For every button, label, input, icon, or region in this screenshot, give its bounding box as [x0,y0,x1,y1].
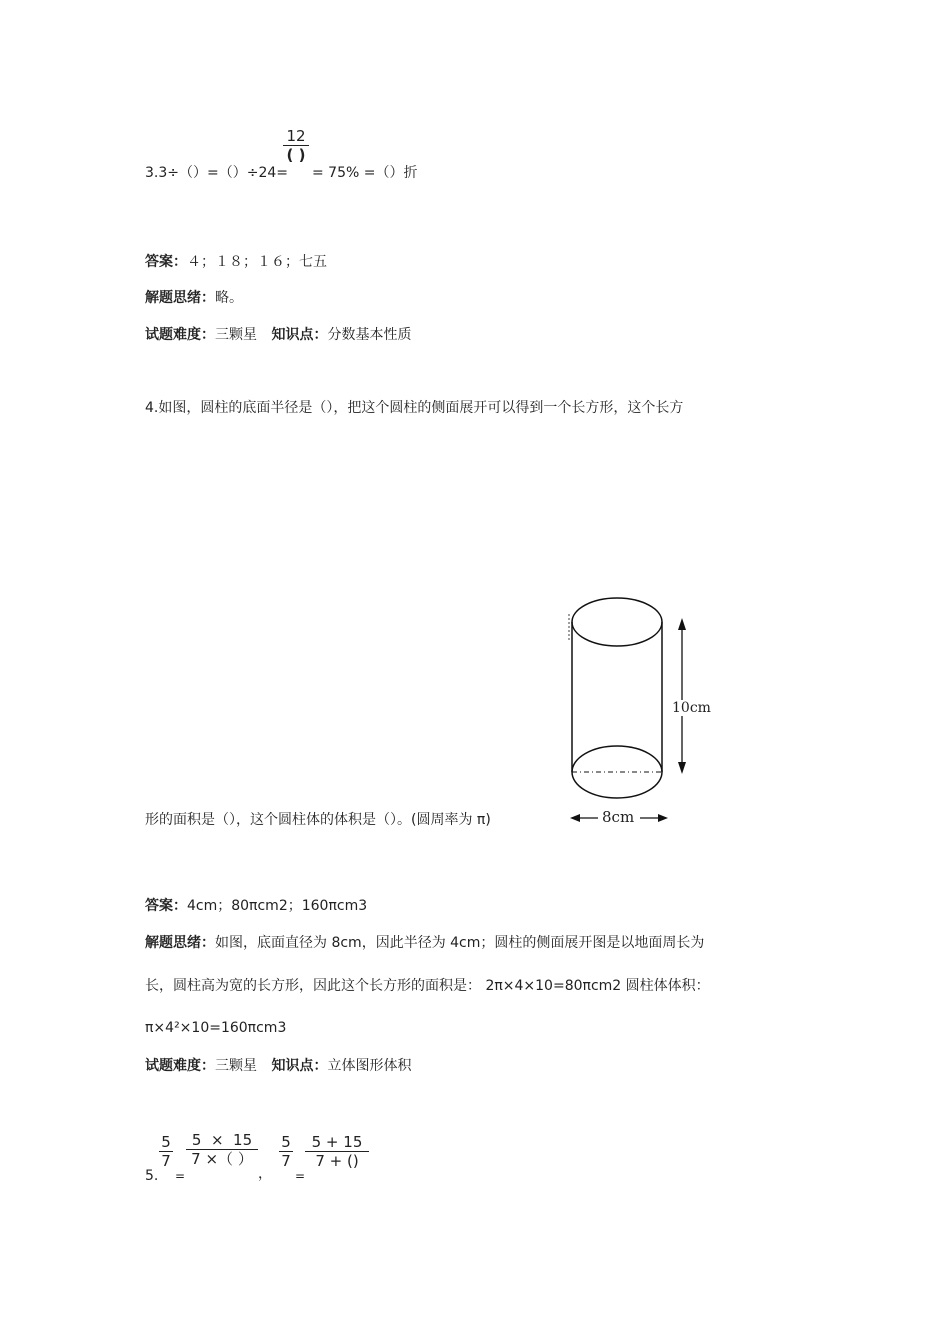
answer-label: 答案： [145,254,187,270]
q3-fraction-denominator: ( ) [286,146,306,164]
q3-analysis [145,288,243,308]
q5-separator: ， [258,1166,272,1182]
q3-suffix: = 75% =（）折 [312,165,418,181]
q3-fraction-numerator: 12 [286,127,306,145]
q5-fraction-1 [159,1133,173,1170]
diameter-label: 8cm [602,808,635,826]
q3-prefix: 3.3÷（）=（）÷24= [145,165,289,181]
knowledge-value: 分数基本性质 [327,327,412,343]
q5-equals-1: = [175,1169,186,1183]
q4-analysis-line1 [145,933,704,953]
q3-fraction [283,127,309,164]
diameter-arrow-left [570,814,580,822]
q5-fraction-4-denominator: 7 + () [315,1152,359,1170]
answer-label: 答案： [145,898,187,914]
q5-fraction-4 [305,1133,369,1170]
q5-fraction-2-numerator: 5 × 15 [191,1131,253,1149]
q5-fraction-2-denominator: 7 ×（ ） [191,1150,253,1168]
q3-meta [145,325,411,345]
q5-fraction-3-numerator: 5 [281,1133,291,1151]
diameter-arrow-right [658,814,668,822]
q5-fraction-1-denominator: 7 [161,1152,171,1170]
q4-analysis-line2: 长，圆柱高为宽的长方形，因此这个长方形的面积是： 2π×4×10=80πcm2 圆柱体体积： [145,978,710,994]
q5-fraction-3 [279,1133,293,1170]
knowledge-value: 立体图形体积 [327,1058,412,1074]
q4-meta [145,1056,411,1076]
q5-fraction-2 [186,1131,258,1168]
analysis-label: 解题思绪： [145,935,215,951]
knowledge-label: 知识点： [271,327,328,343]
cylinder-figure [560,592,690,832]
answer-value: ４；１８；１６；七五 [187,254,327,270]
height-arrow-down [678,762,686,774]
analysis-value: 略。 [215,290,243,306]
q5-equals-2: = [295,1169,306,1183]
q4-answer [145,896,367,916]
knowledge-label: 知识点： [271,1058,328,1074]
q5-fraction-1-numerator: 5 [161,1133,171,1151]
q4-analysis-line3: π×4²×10=160πcm3 [145,1020,287,1036]
cylinder-top-ellipse [572,598,662,646]
q5-fraction-3-denominator: 7 [281,1152,291,1170]
answer-value: 4cm；80πcm2；160πcm3 [187,898,368,914]
difficulty-label: 试题难度： [145,1058,215,1074]
q4-line2: 形的面积是（），这个圆柱体的体积是（）。(圆周率为 π) [145,812,491,828]
q5-prefix: 5. [145,1168,159,1184]
q5-fraction-4-numerator: 5 + 15 [311,1133,363,1151]
difficulty-value: 三颗星 [215,327,257,343]
analysis-label: 解题思绪： [145,290,215,306]
q4-line1: 4.如图，圆柱的底面半径是（），把这个圆柱的侧面展开可以得到一个长方形，这个长方 [145,400,684,416]
height-arrow-up [678,618,686,630]
analysis-value: 如图，底面直径为 8cm，因此半径为 4cm；圆柱的侧面展开图是以地面周长为 [215,935,705,951]
height-label: 10cm [672,700,711,716]
difficulty-label: 试题难度： [145,327,215,343]
q3-answer [145,252,327,272]
difficulty-value: 三颗星 [215,1058,257,1074]
